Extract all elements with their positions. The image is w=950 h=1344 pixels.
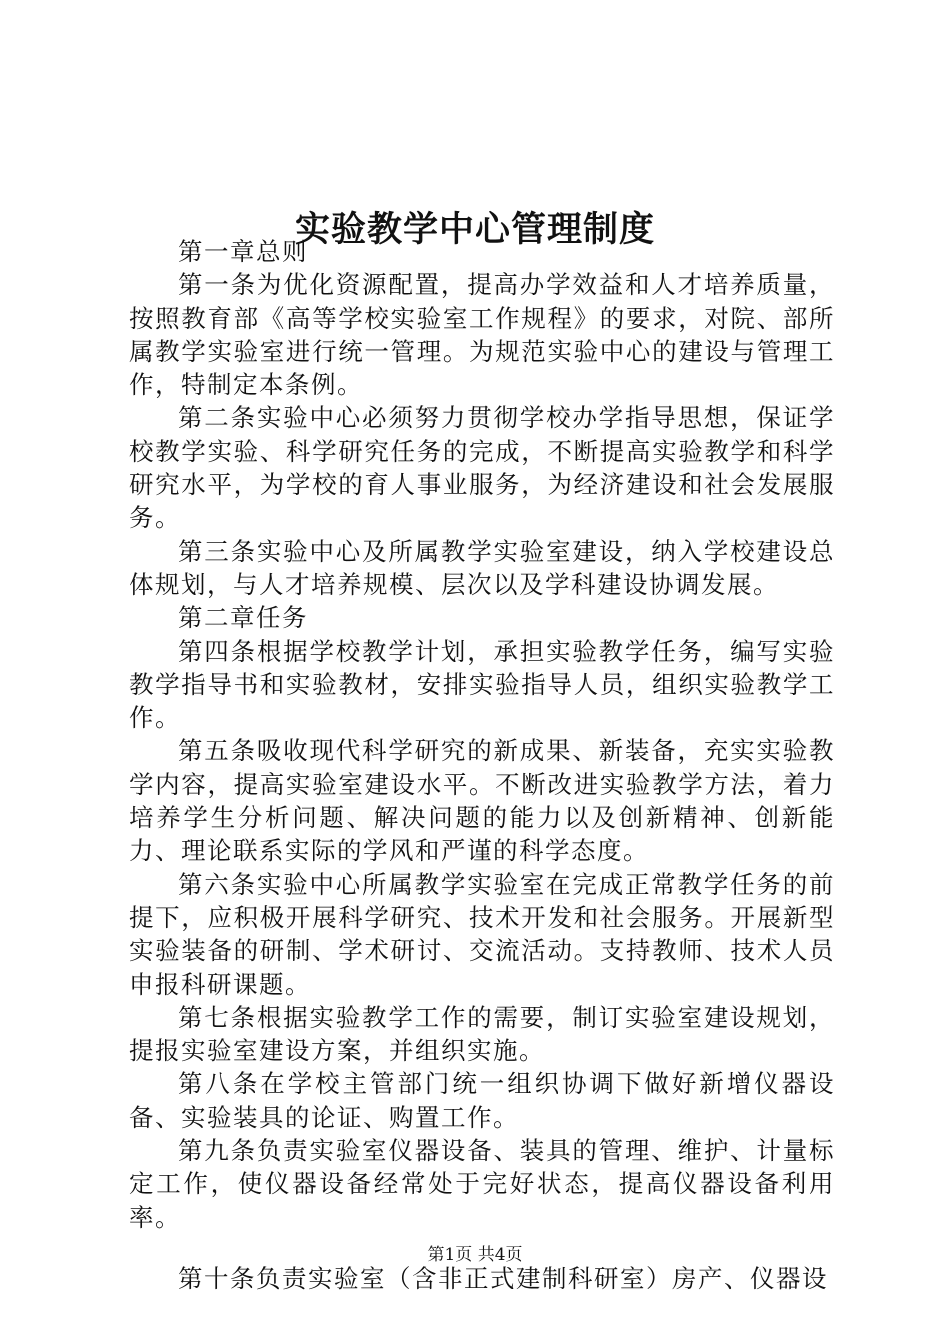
article-9: 第九条负责实验室仪器设备、装具的管理、维护、计量标定工作，使仪器设备经常处于完好状态，提高仪器设备利用率。 [129,1136,835,1232]
article-2: 第二条实验中心必须努力贯彻学校办学指导思想，保证学校教学实验、科学研究任务的完成，不断提高实验教学和科学研究水平，为学校的育人事业服务，为经济建设和社会发展服务。 [129,403,835,533]
article-8: 第八条在学校主管部门统一组织协调下做好新增仪器设备、实验装具的论证、购置工作。 [129,1069,835,1132]
chapter-heading-2: 第二章任务 [178,603,308,633]
article-4: 第四条根据学校教学计划，承担实验教学任务，编写实验教学指导书和实验教材，安排实验指导人员，组织实验教学工作。 [129,636,835,733]
chapter-heading-1: 第一章总则 [178,237,308,266]
page-number-footer: 第1页 共4页 [427,1245,523,1265]
article-3: 第三条实验中心及所属教学实验室建设，纳入学校建设总体规划，与人才培养规模、层次以及学科建设协调发展。 [129,536,835,599]
article-7: 第七条根据实验教学工作的需要，制订实验室建设规划，提报实验室建设方案，并组织实施。 [129,1002,835,1066]
document-body [129,235,835,1295]
article-1: 第一条为优化资源配置，提高办学效益和人才培养质量，按照教育部《高等学校实验室工作规程》的要求，对院、部所属教学实验室进行统一管理。为规范实验中心的建设与管理工作，特制定本条例。 [129,270,835,400]
document-title: 实验教学中心管理制度 [294,209,655,251]
article-5: 第五条吸收现代科学研究的新成果、新装备，充实实验教学内容，提高实验室建设水平。不断改进实验教学方法，着力培养学生分析问题、解决问题的能力以及创新精神、创新能力、理论联系实际的学风和严谨的科学态度。 [129,736,835,866]
article-6: 第六条实验中心所属教学实验室在完成正常教学任务的前提下，应积极开展科学研究、技术开发和社会服务。开展新型实验装备的研制、学术研讨、交流活动。支持教师、技术人员申报科研课题。 [129,869,835,999]
article-10: 第十条负责实验室（含非正式建制科研室）房产、仪器设 [178,1263,828,1293]
